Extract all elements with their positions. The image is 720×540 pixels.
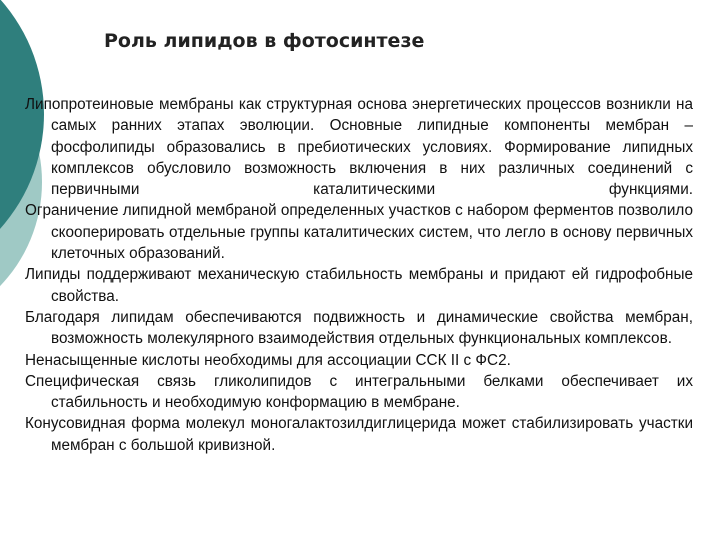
paragraph-enzyme-cooperation: Ограничение липидной мембраной определенных участков с набором ферментов позволило скооперировать отдельные группы каталитических систем, что легло в основу первичных клеточных образований. [25,202,693,263]
paragraph-lipoprotein-membranes: Липопротеиновые мембраны как структурная основа энергетических процессов возникли на самых ранних этапах эволюции. Основные липидные компоненты мембран – фосфолипиды образовались в пребиотических условиях. Формирование липидных комплексов обусловило возможность включения в них различных соединений с первичными каталитическими функциями. [25,96,693,199]
paragraph-membrane-dynamics: Благодаря липидам обеспечиваются подвижность и динамические свойства мембран, возможность молекулярного взаимодействия отдельных функциональных комплексов. [25,308,693,348]
paragraph-glycolipid-binding: Специфическая связь гликолипидов с интегральными белками обеспечивает их стабильность и необходимую конформацию в мембране. [25,372,693,412]
slide-body [25,94,693,456]
slide-title: Роль липидов в фотосинтезе [104,30,425,52]
paragraph-unsaturated-acids: Ненасыщенные кислоты необходимы для ассоциации ССК II с ФС2. [25,351,511,369]
paragraph-conical-molecules: Конусовидная форма молекул моногалактозилдиглицерида может стабилизировать участки мембран с большой кривизной. [25,415,693,454]
paragraph-mechanical-stability: Липиды поддерживают механическую стабильность мембраны и придают ей гидрофобные свойства. [25,266,693,305]
